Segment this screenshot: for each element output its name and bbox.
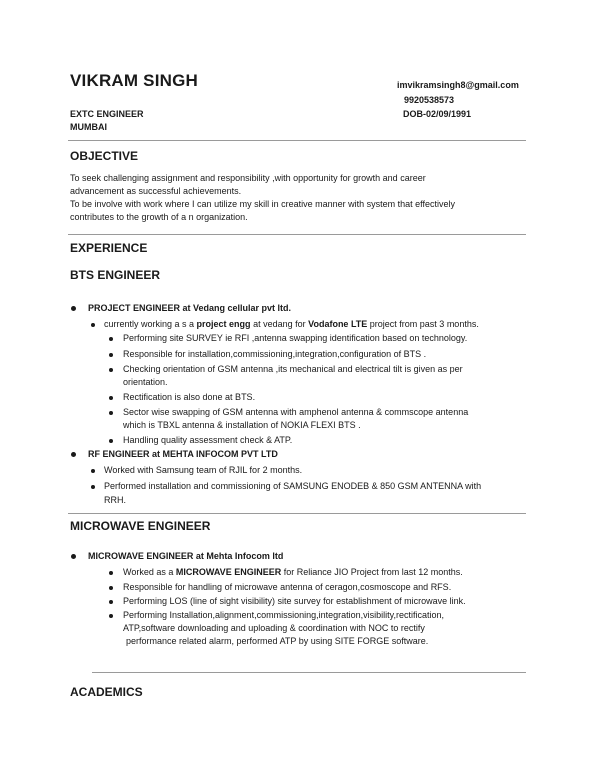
list-item: Sector wise swapping of GSM antenna with amphenol antenna & commscope antenna <box>123 407 469 417</box>
job-title-project-engineer: PROJECT ENGINEER at Vedang cellular pvt ltd. <box>88 303 292 313</box>
list-item: Rectification is also done at BTS. <box>123 392 256 402</box>
bullet-icon <box>109 353 113 357</box>
list-item: RRH. <box>104 495 126 505</box>
date-of-birth: DOB-02/09/1991 <box>403 109 472 119</box>
list-item: Performing LOS (line of sight visibility) site survey for establishment of microwave link. <box>123 596 466 606</box>
divider <box>68 140 526 141</box>
divider <box>92 672 526 673</box>
list-item: Responsible for installation,commissioning,integration,configuration of BTS . <box>123 349 427 359</box>
list-item: orientation. <box>123 377 168 387</box>
bullet-icon <box>109 337 113 341</box>
bullet-icon <box>71 452 76 457</box>
section-heading-objective: OBJECTIVE <box>70 149 139 163</box>
bullet-icon <box>71 306 76 311</box>
objective-line: contributes to the growth of a n organization. <box>70 212 248 222</box>
list-item: Checking orientation of GSM antenna ,its mechanical and electrical tilt is given as per <box>123 364 463 374</box>
job-title: EXTC ENGINEER <box>70 109 144 119</box>
list-item: Responsible for handling of microwave antenna of ceragon,cosmoscope and RFS. <box>123 582 452 592</box>
bullet-icon <box>109 411 113 415</box>
subsection-heading-bts: BTS ENGINEER <box>70 268 161 282</box>
divider <box>68 513 526 514</box>
objective-line: To seek challenging assignment and responsibility ,with opportunity for growth and career <box>70 173 426 183</box>
bullet-icon <box>109 586 113 590</box>
bullet-icon <box>71 554 76 559</box>
list-item: which is TBXL antenna & installation of NOKIA FLEXI BTS . <box>123 420 361 430</box>
bullet-icon <box>91 469 95 473</box>
phone: 9920538573 <box>404 95 455 105</box>
list-item: Performing site SURVEY ie RFI ,antenna swapping identification based on technology. <box>123 333 468 343</box>
objective-line: advancement as successful achievements. <box>70 186 242 196</box>
bullet-icon <box>109 614 113 618</box>
job-title-rf-engineer: RF ENGINEER at MEHTA INFOCOM PVT LTD <box>88 449 278 459</box>
bullet-icon <box>109 368 113 372</box>
list-item: Handling quality assessment check & ATP. <box>123 435 293 445</box>
job-title-microwave: MICROWAVE ENGINEER at Mehta Infocom ltd <box>88 551 284 561</box>
email: imvikramsingh8@gmail.com <box>397 80 519 90</box>
list-item: performance related alarm, performed ATP by using SITE FORGE software. <box>126 636 429 646</box>
candidate-name: VIKRAM SINGH <box>70 71 199 90</box>
list-item: ATP,software downloading and uploading & coordination with NOC to rectify <box>123 623 425 633</box>
bullet-icon <box>109 600 113 604</box>
bullet-icon <box>109 396 113 400</box>
divider <box>68 234 526 235</box>
section-heading-academics: ACADEMICS <box>70 685 143 699</box>
list-item: Worked with Samsung team of RJIL for 2 months. <box>104 465 303 475</box>
list-item: Worked as a MICROWAVE ENGINEER for Reliance JIO Project from last 12 months. <box>123 567 463 577</box>
list-item: Performed installation and commissioning of SAMSUNG ENODEB & 850 GSM ANTENNA with <box>104 481 482 491</box>
bullet-icon <box>91 485 95 489</box>
bullet-icon <box>91 323 95 327</box>
bullet-icon <box>109 571 113 575</box>
list-item: Performing Installation,alignment,commissioning,integration,visibility,rectification, <box>123 610 444 620</box>
city: MUMBAI <box>70 122 107 132</box>
section-heading-microwave: MICROWAVE ENGINEER <box>70 519 211 533</box>
objective-line: To be involve with work where I can utilize my skill in creative manner with system that effectively <box>70 199 455 209</box>
bullet-icon <box>109 439 113 443</box>
list-item: currently working a s a project engg at vedang for Vodafone LTE project from past 3 months. <box>104 319 479 329</box>
section-heading-experience: EXPERIENCE <box>70 241 148 255</box>
